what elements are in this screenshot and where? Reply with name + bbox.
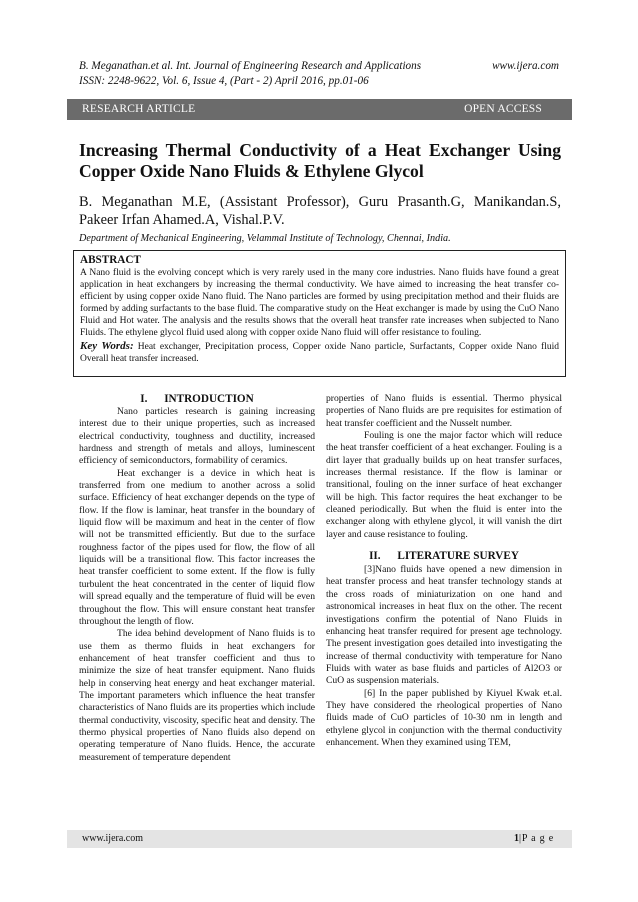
page-word: |P a g e [519,833,554,844]
running-header [79,59,559,88]
intro-paragraph-4: Fouling is one the major factor which will reduce the heat transfer coefficient of a heat exchanger. Fouling is a dirt layer that gradually builds up on heat transfer surfaces, increases thermal resistance. If the flow is laminar or transitional, fouling on the inner surface of heat exchanger will be high. This factor requires the heat exchanger to be cleaned periodically. But when the fluid is enter into the exchanger along with ethylene glycol, it will vanish the dirt layer and cause resistance to fouling. [326,430,562,540]
author-list: B. Meganathan M.E, (Assistant Professor), Guru Prasanth.G, Manikandan.S, Pakeer Irfan Ahamed.A, Vishal.P.V. [79,194,561,228]
open-access-label: OPEN ACCESS [464,103,542,115]
issn-line: ISSN: 2248-9622, Vol. 6, Issue 4, (Part - 2) April 2016, pp.01-06 [79,74,369,87]
literature-paragraph-2: [6] In the paper published by Kiyuel Kwak et.al. They have considered the rheological properties of Nano fluids made of CuO particles of 10-30 nm in length and ethylene glycol in conjunction with the thermal conductivity enhancement. When they examined using TEM, [326,687,562,748]
keywords-text: Heat exchanger, Precipitation process, Copper oxide Nano particle, Surfactants, Copper oxide Nano fluid Overall heat transfer increased. [80,341,559,364]
intro-paragraph-1: Nano particles research is gaining increasing interest due to their unique properties, such as increased electrical conductivity, toughness and ductility, increased hardness and strength of metals and alloys, luminescent efficiency of semiconductors, formability of ceramics. [79,406,315,467]
page-number [514,830,554,848]
abstract-heading: ABSTRACT [80,254,141,266]
footer-website[interactable]: www.ijera.com [82,833,143,844]
journal-website[interactable]: www.ijera.com [492,60,559,72]
abstract-text: A Nano fluid is the evolving concept which is very rarely used in the many core industries. Nano fluids have found a great application in heat exchangers by increasing the thermal conductivity. We have aimed to increasing the heat transfer co-efficient by using copper oxide Nano fluid. The Nano particles are formed by using precipitation method and their fluids are formed by adding surfactants to the base fluid. The comparative study on the Heat exchanger is made by using the CuO Nano Fluid and Hot water. The analysis and the results shows that the overall heat transfer rate increases when subjected to Nano Fluids. The ethylene glycol fluid used along with copper oxide Nano fluid will offer resistance to fouling. [80,268,559,339]
keywords-paragraph [80,340,559,365]
citation-line: B. Meganathan.et al. Int. Journal of Engineering Research and Applications [79,60,422,72]
intro-paragraph-3: The idea behind development of Nano fluids is to use them as thermo fluids in heat exchangers for enhancement of heat transfer coefficient and thus to minimize the size of heat transfer equipment. Nano fluids help in conserving heat energy and heat exchanger material. The important parameters which influence the heat transfer characteristics of Nano fluids are its properties which include thermal conductivity, viscosity, specific heat and density. The thermo physical properties of Nano fluids also depend on operating temperature of Nano fluids. Hence, the accurate measurement of temperature dependent [79,628,315,763]
literature-paragraph-1: [3]Nano fluids have opened a new dimension in heat transfer process and heat transfer technology stands at the cross roads of miniaturization on one hand and astronomical increases in heat flux on the other. The recent investigations confirm the potential of Nano Fluids in enhancing heat transfer required for present age technology. The present investigation goes detailed into investigating the increase of thermal conductivity with temperature for Nano Fluids with water as base fluids and particles of Al2O3 or CuO as suspension materials. [326,564,562,687]
literature-survey-heading: II. LITERATURE SURVEY [369,550,519,563]
paper-title: Increasing Thermal Conductivity of a Heat Exchanger Using Copper Oxide Nano Fluids & Ethylene Glycol [79,140,561,181]
page-footer [67,830,572,848]
research-article-label: RESEARCH ARTICLE [82,103,196,115]
intro-paragraph-3-continued: properties of Nano fluids is essential. Thermo physical properties of Nano fluids are pre requisites for estimation of heat transfer coefficient and the Nusselt number. [326,393,562,429]
left-column [79,393,315,764]
introduction-heading: I. INTRODUCTION [140,393,254,405]
abstract-box [73,250,566,377]
intro-paragraph-2: Heat exchanger is a device in which heat is transferred from one medium to another across a solid surface. Efficiency of heat exchanger depends on the type of flow. If the flow is laminar, heat transfer in the boundary of liquid flow will be maximum and heat in the center of flow will not be transmitted efficiently. But due to the surface roughness factor of the pipes used for flow, the flow of all liquids will be a transitional flow. This factor increases the heat transfer coefficient to some extent. If the flow is fully turbulent the heat concentrated in the center of liquid flow will spread equally and the temperature of fluid will be even throughout the flow. This will ensure constant heat transfer throughout the length of flow. [79,467,315,627]
right-column [326,393,562,749]
keywords-label: Key Words: [80,339,134,352]
article-type-banner [67,99,572,120]
affiliation: Department of Mechanical Engineering, Velammal Institute of Technology, Chennai, India. [79,233,451,244]
page-number-value: 1 [514,833,520,844]
